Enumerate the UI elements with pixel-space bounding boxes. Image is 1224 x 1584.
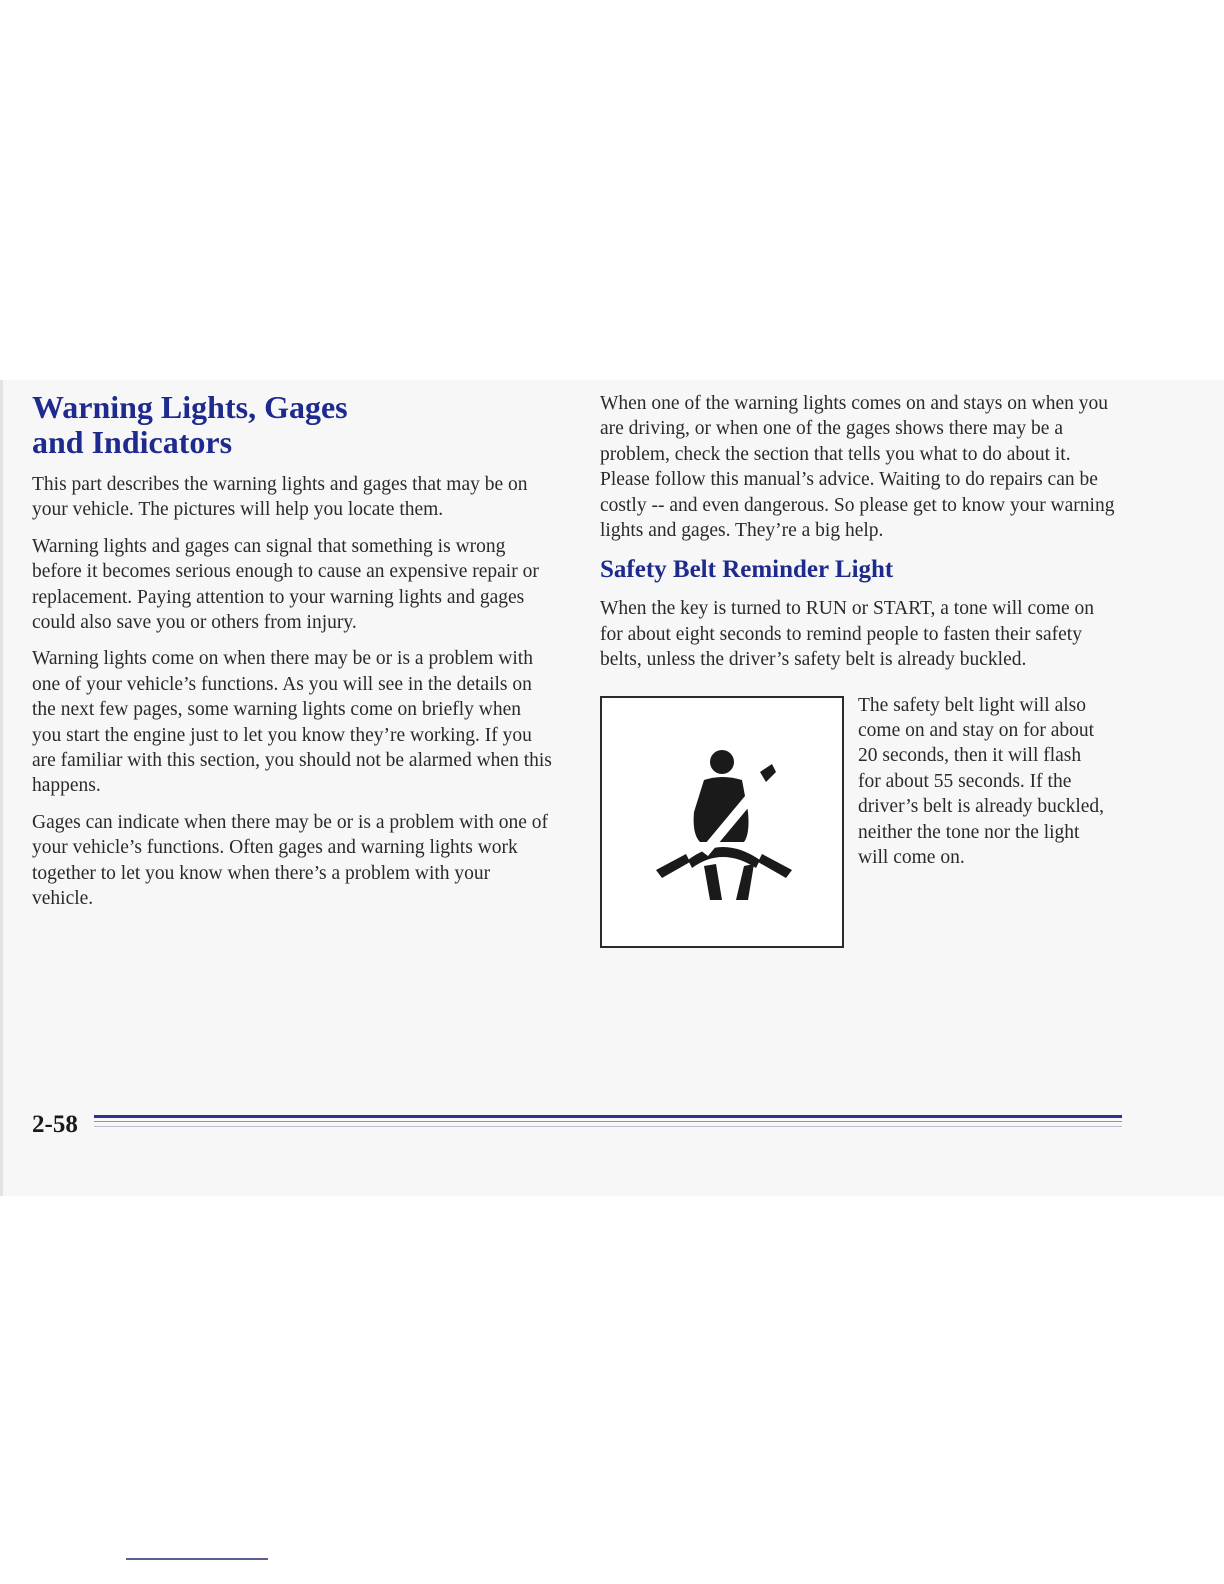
page-number: 2-58: [32, 1111, 78, 1138]
gages-paragraph: Gages can indicate when there may be or is a problem with one of your vehicle’s functions. Often gages and warning lights work together to let you know when there’s a problem with your vehicle.: [32, 811, 549, 910]
safety-belt-figure-row: [600, 693, 1120, 953]
footer-rule-thin: [94, 1121, 1122, 1122]
subsection-title: Safety Belt Reminder Light: [600, 556, 894, 584]
safety-belt-light-description: [858, 693, 1108, 871]
intro-paragraph: This part describes the warning lights and gages that may be on your vehicle. The pictures will help you locate them.: [32, 474, 528, 521]
reminder-tone-paragraph: When the key is turned to RUN or START, a tone will come on for about eight seconds to remind people to fasten their safety belts, unless the driver’s safety belt is already buckled.: [600, 598, 1095, 671]
safety-belt-light-figure: [600, 696, 844, 948]
seat-belt-icon: [652, 742, 796, 902]
page-footer: [32, 1108, 1122, 1142]
footer-rule: [94, 1115, 1122, 1118]
footer-rule-faint: [94, 1126, 1122, 1127]
signal-paragraph: Warning lights and gages can signal that something is wrong before it becomes serious enough to cause an expensive repair or replacement. Paying attention to your warning lights and gages could also save you or others from injury.: [32, 535, 539, 634]
scan-artifact-line: [126, 1558, 268, 1560]
belt-light-paragraph: The safety belt light will also come on and stay on for about 20 seconds, then it will flash for about 55 seconds. If the driver’s belt is already buckled, neither the tone nor the light will come on.: [858, 694, 1105, 869]
warning-advice-paragraph: When one of the warning lights comes on and stays on when you are driving, or when one of the gages shows there may be a problem, check the section that tells you what to do about it. Please follow this manual’s advice. Waiting to do repairs can be costly -- and even dangerous. So please get to know your warning lights and gages. They’re a big help.: [600, 393, 1115, 542]
warning-lights-paragraph: Warning lights come on when there may be or is a problem with one of your vehicle’s functions. As you will see in the details on the next few pages, some warning lights come on briefly when you start the engine just to let you know they’re working. If you are familiar with this section, you should not be alarmed when this happens.: [32, 648, 552, 797]
right-column: [600, 391, 1120, 953]
left-column: [32, 390, 552, 923]
section-title: Warning Lights, Gages and Indicators: [32, 389, 348, 460]
page-edge-shadow: [0, 380, 3, 1196]
